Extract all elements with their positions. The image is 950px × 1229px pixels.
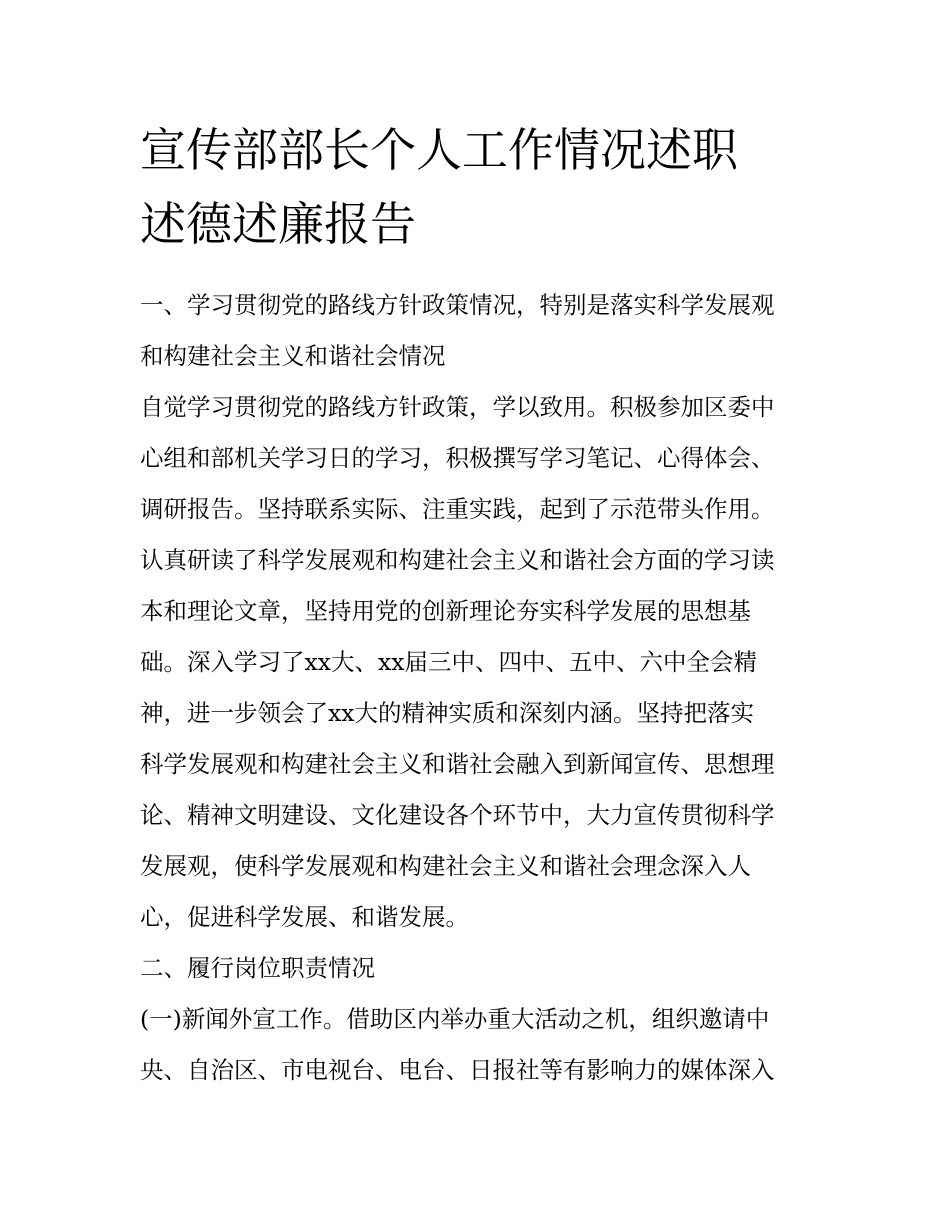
paragraph-line: 础。深入学习了xx大、xx届三中、四中、五中、六中全会精 [140,648,758,676]
title-line-2: 述德述廉报告 [140,197,416,251]
paragraph-line: 心，促进科学发展、和谐发展。 [140,903,469,931]
paragraph-line: 央、自治区、市电视台、电台、日报社等有影响力的媒体深入 [140,1056,775,1084]
section-heading-1: 一、学习贯彻党的路线方针政策情况，特别是落实科学发展观 [140,291,775,319]
paragraph-line: 神，进一步领会了xx大的精神实质和深刻内涵。坚持把落实 [140,699,755,727]
paragraph-line: 心组和部机关学习日的学习，积极撰写学习笔记、心得体会、 [140,444,775,472]
section-heading-1-cont: 和构建社会主义和谐社会情况 [140,342,446,370]
paragraph-line: (一)新闻外宣工作。借助区内举办重大活动之机，组织邀请中 [140,1005,770,1033]
document-title [140,113,820,261]
paragraph-line: 认真研读了科学发展观和构建社会主义和谐社会方面的学习读 [140,546,775,574]
paragraph-line: 发展观，使科学发展观和构建社会主义和谐社会理念深入人 [140,852,751,880]
section-heading-2: 二、履行岗位职责情况 [140,954,375,982]
paragraph-line: 论、精神文明建设、文化建设各个环节中，大力宣传贯彻科学 [140,801,775,829]
paragraph-line: 本和理论文章，坚持用党的创新理论夯实科学发展的思想基 [140,597,751,625]
paragraph-line: 科学发展观和构建社会主义和谐社会融入到新闻宣传、思想理 [140,750,775,778]
paragraph-line: 调研报告。坚持联系实际、注重实践，起到了示范带头作用。 [140,495,775,523]
title-line-1: 宣传部部长个人工作情况述职 [140,123,738,177]
paragraph-line: 自觉学习贯彻党的路线方针政策，学以致用。积极参加区委中 [140,393,775,421]
document-body [140,280,820,1096]
